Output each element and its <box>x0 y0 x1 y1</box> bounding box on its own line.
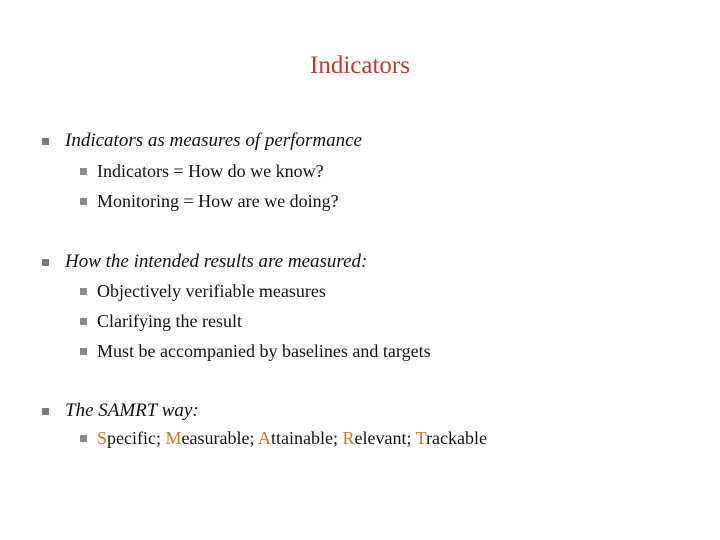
square-bullet-icon <box>42 408 49 415</box>
list-item: Objectively verifiable measures <box>80 281 326 302</box>
square-bullet-icon <box>80 168 87 175</box>
smart-criteria-text: Specific; Measurable; Attainable; Relevant; Trackable <box>97 428 487 448</box>
section-heading: How the intended results are measured: <box>65 251 368 272</box>
list-item: Monitoring = How are we doing? <box>80 191 339 212</box>
list-item: Clarifying the result <box>80 311 242 332</box>
section-1-heading-row <box>42 130 362 152</box>
list-item: Indicators = How do we know? <box>80 161 324 182</box>
square-bullet-icon <box>42 259 49 266</box>
slide-title: Indicators <box>310 52 410 79</box>
smart-criteria-item <box>80 428 487 449</box>
section-2-heading-row <box>42 251 367 273</box>
square-bullet-icon <box>80 348 87 355</box>
list-item: Must be accompanied by baselines and targets <box>80 341 431 362</box>
square-bullet-icon <box>80 288 87 295</box>
square-bullet-icon <box>42 138 49 145</box>
square-bullet-icon <box>80 198 87 205</box>
section-heading: The SAMRT way: <box>65 400 199 421</box>
square-bullet-icon <box>80 318 87 325</box>
section-3-heading-row <box>42 400 199 422</box>
section-heading: Indicators as measures of performance <box>65 130 362 151</box>
square-bullet-icon <box>80 435 87 442</box>
